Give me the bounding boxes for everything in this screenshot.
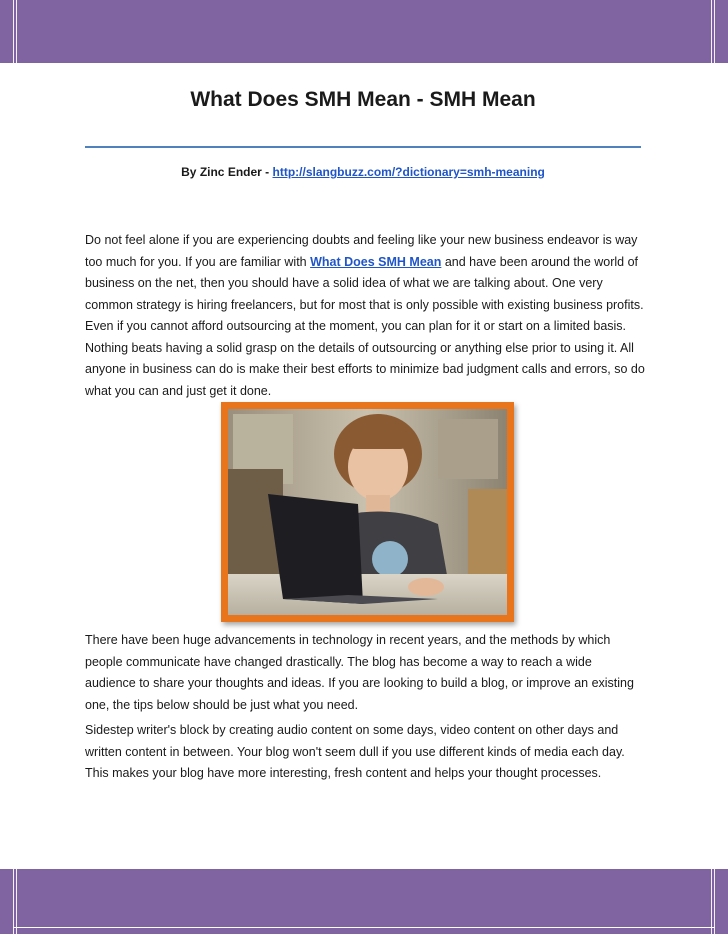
border-line: [13, 0, 14, 63]
paragraph-2: There have been huge advancements in technology in recent years, and the methods by which people communicate have changed drastically. The blog has become a way to reach a wide audience to share your thoughts and ideas. If you are looking to build a blog, or improve an existing one, the tips below should be just what you need.: [85, 633, 634, 712]
border-line: [13, 927, 715, 928]
paragraph-3: Sidestep writer's block by creating audio content on some days, video content on other days and written content in between. Your blog won't seem dull if you use different kinds of media each day. This makes your blog have more interesting, fresh content and helps your thought processes.: [85, 723, 625, 780]
article-photo: [221, 402, 514, 622]
byline-author: By Zinc Ender -: [181, 165, 270, 179]
paragraph-1-text-b: and have been around the world of business on the net, then you should have a solid idea of what we are talking about. One very common strategy is hiring freelancers, but for most that is only possible with existing business profits. Even if you cannot afford outsourcing at the moment, you can plan for it or start on a limited basis. Nothing beats having a solid grasp on the details of outsourcing or anything else prior to using it. All anyone in business can do is make their best efforts to minimize bad judgment calls and errors, so do what you can and just get it done.: [85, 254, 645, 398]
paragraph-1-text-a: Do not feel alone if you are experiencing doubts and feeling like your new business endeavor is way too much for you. If you are familiar with: [85, 233, 638, 269]
footer-band: [0, 869, 728, 934]
border-line: [16, 0, 17, 63]
border-line: [711, 0, 712, 63]
border-line: [714, 0, 715, 63]
header-band: [0, 0, 728, 63]
paragraph-1: [85, 230, 645, 402]
smh-mean-link[interactable]: What Does SMH Mean: [310, 254, 442, 269]
title-divider: [85, 146, 641, 148]
byline-link[interactable]: http://slangbuzz.com/?dictionary=smh-meaning: [272, 165, 545, 179]
border-line: [714, 869, 715, 934]
page-title: What Does SMH Mean - SMH Mean: [190, 88, 536, 111]
border-line: [711, 869, 712, 934]
border-line: [16, 869, 17, 934]
byline: [85, 165, 641, 179]
border-line: [13, 869, 14, 934]
photo-teen-laptop: [228, 409, 507, 615]
